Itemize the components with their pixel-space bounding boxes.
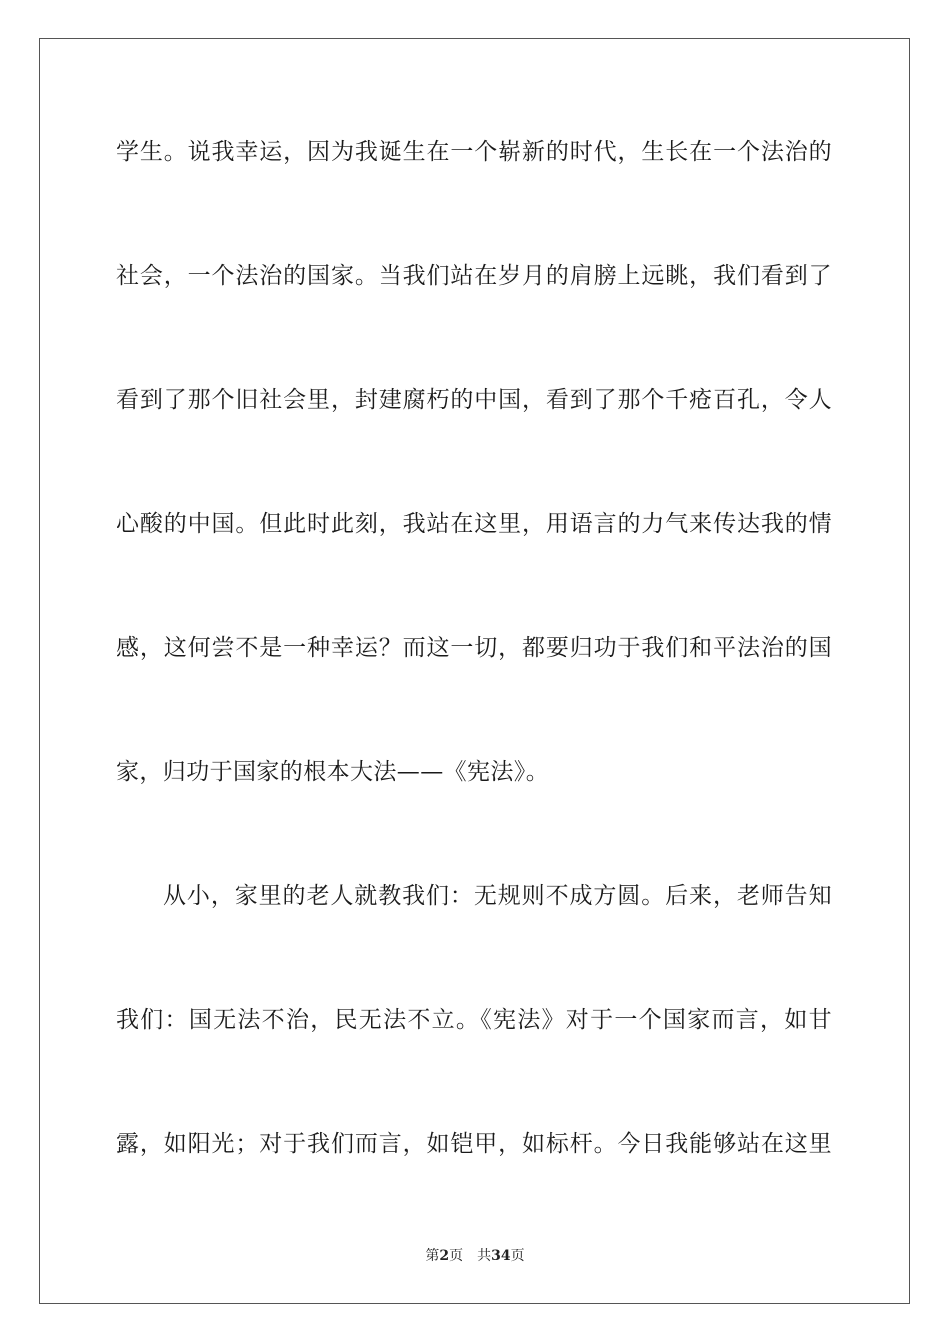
page-prefix: 第: [425, 1248, 440, 1264]
total-suffix: 页: [510, 1248, 525, 1264]
page-footer: [0, 1247, 950, 1265]
body-text-line-7: 从小，家里的老人就教我们：无规则不成方圆。后来，老师告知: [163, 883, 832, 909]
body-text-line-2: 社会，一个法治的国家。当我们站在岁月的肩膀上远眺，我们看到了: [116, 263, 832, 289]
body-text-line-4: 心酸的中国。但此时此刻，我站在这里，用语言的力气来传达我的情: [116, 511, 832, 537]
page-border: [39, 38, 910, 1304]
total-prefix: 共: [477, 1248, 492, 1264]
body-text-line-8: 我们：国无法不治，民无法不立。《宪法》对于一个国家而言，如甘: [116, 1007, 832, 1033]
body-text-line-6: 家，归功于国家的根本大法——《宪法》。: [116, 759, 550, 785]
body-text-line-3: 看到了那个旧社会里，封建腐朽的中国，看到了那个千疮百孔，令人: [116, 387, 832, 413]
body-text-line-5: 感，这何尝不是一种幸运？而这一切，都要归功于我们和平法治的国: [116, 635, 832, 661]
page-suffix: 页: [449, 1248, 464, 1264]
total-pages: 34: [491, 1248, 511, 1264]
page-number: 2: [439, 1248, 450, 1264]
body-text-line-9: 露，如阳光；对于我们而言，如铠甲，如标杆。今日我能够站在这里: [116, 1131, 832, 1157]
body-text-line-1: 学生。说我幸运，因为我诞生在一个崭新的时代，生长在一个法治的: [116, 139, 832, 165]
